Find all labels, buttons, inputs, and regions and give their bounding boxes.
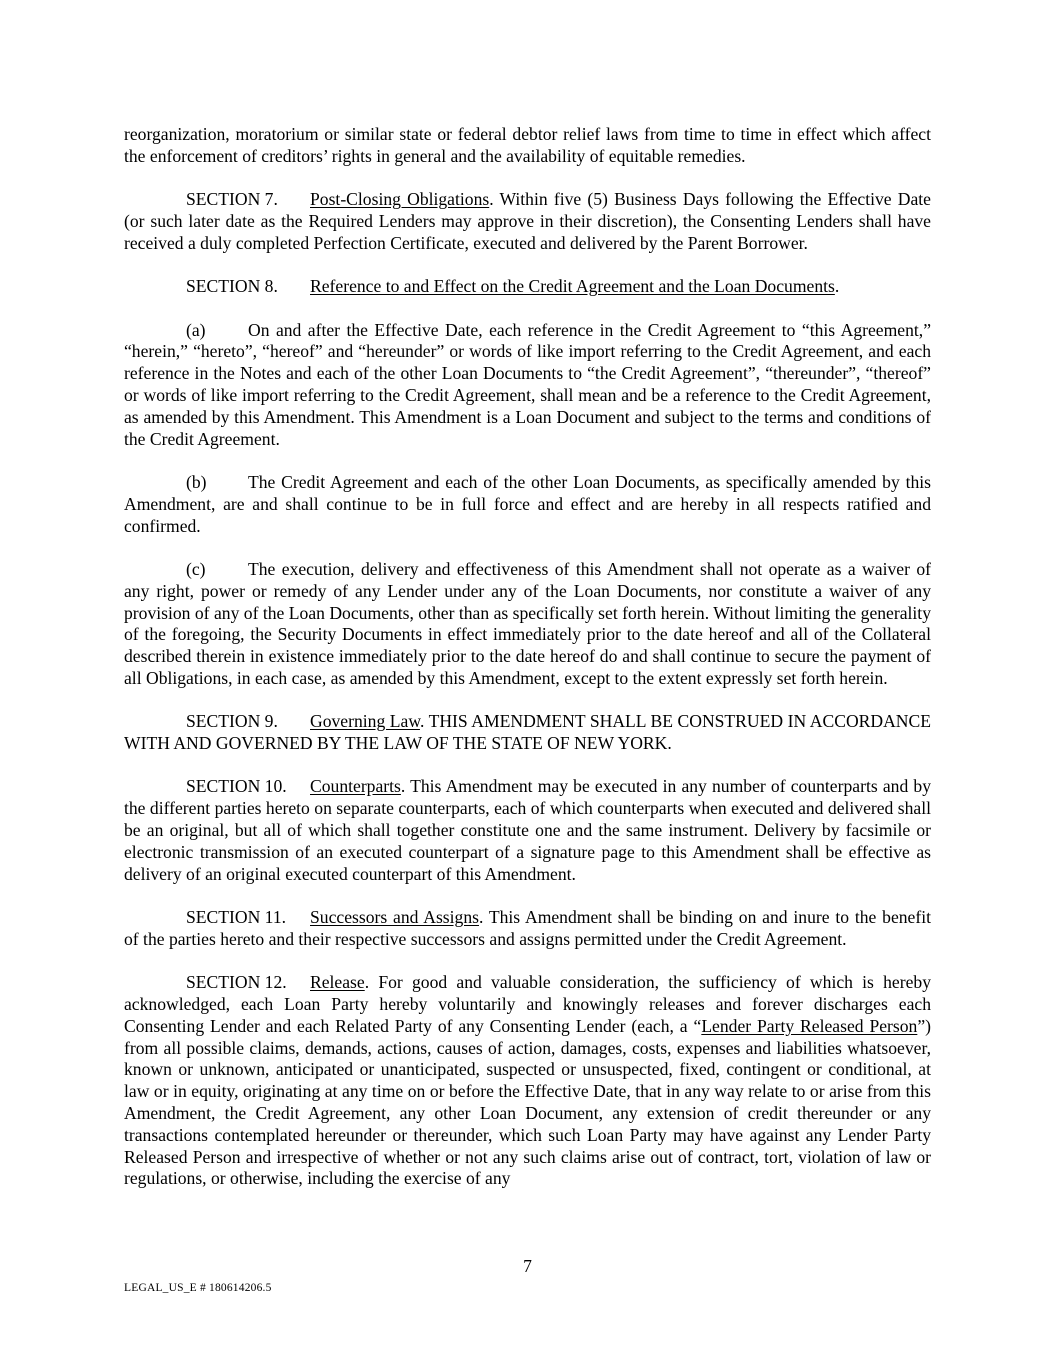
section-9 [124, 711, 931, 755]
section-8-c [124, 559, 931, 690]
section-12 [124, 972, 931, 1190]
section-8-b [124, 472, 931, 537]
section-body: . This Amendment shall be binding on and inure to the benefit of the parties hereto and their respective successors and assigns permitted under the Credit Agreement. [124, 907, 931, 949]
section-body: . [834, 276, 840, 297]
section-title: Post-Closing Obligations [310, 189, 490, 210]
section-number: SECTION 10. [186, 776, 287, 797]
section-body-continued: ”) from all possible claims, demands, actions, causes of action, damages, costs, expenses and liabilities whatsoever, known or unknown, anticipated or unanticipated, suspected or unsuspected, fixed, contingent or conditional, at law or in equity, originating at any time on or before the Effective Date, that in any way relate to or arise from this Amendment, the Credit Agreement, any other Loan Document, any extension of credit thereunder or any transactions contemplated hereunder or thereunder, which such Loan Party may have against any Lender Party Released Person and irrespective of whether or not any such claims arise out of contract, tort, violation of law or regulations, or otherwise, including the exercise of any [124, 1015, 932, 1189]
document-id: LEGAL_US_E # 180614206.5 [124, 1282, 272, 1294]
section-body: . THIS AMENDMENT SHALL BE CONSTRUED IN ACCORDANCE WITH AND GOVERNED BY THE LAW OF THE STATE OF NEW YORK. [124, 711, 931, 754]
section-body: . This Amendment may be executed in any number of counterparts and by the different parties hereto on separate counterparts, each of which counterparts when executed and delivered shall be an original, but all of which shall together constitute one and the same instrument. Delivery by facsimile or electronic transmission of an executed counterpart of a signature page to this Amendment shall be effective as delivery of an original executed counterpart of this Amendment. [124, 776, 931, 884]
subsection-number: (a) [186, 319, 206, 340]
subsection-body: The execution, delivery and effectiveness of this Amendment shall not operate as a waiver of any right, power or remedy of any Lender under any of the Loan Documents, nor constitute a waiver of any provision of any of the Loan Documents, other than as specifically set forth herein. Without limiting the generality of the foregoing, the Security Documents in effect immediately prior to the date hereof and all of the Collateral described therein in existence immediately prior to the date hereof do and shall continue to secure the payment of all Obligations, in each case, as amended by this Amendment, except to the extent expressly set forth herein. [124, 558, 931, 688]
section-number: SECTION 12. [186, 972, 287, 993]
section-7 [124, 189, 931, 254]
section-10 [124, 776, 931, 885]
page-number: 7 [523, 1256, 532, 1276]
section-number: SECTION 11. [186, 907, 287, 928]
section-title: Reference to and Effect on the Credit Agreement and the Loan Documents [310, 276, 835, 297]
document-body [124, 124, 931, 1212]
subsection-body: The Credit Agreement and each of the other Loan Documents, as specifically amended by this Amendment, are and shall continue to be in full force and effect and are hereby in all respects ratified and confirmed. [124, 471, 931, 536]
section-number: SECTION 7. [186, 189, 278, 210]
subsection-number: (b) [186, 471, 207, 492]
section-title: Release [310, 972, 365, 993]
section-8-a [124, 320, 931, 451]
section-8 [124, 276, 931, 298]
paragraph-continuation [124, 124, 931, 168]
defined-term: Lender Party Released Person [701, 1015, 918, 1036]
section-title: Counterparts [310, 776, 401, 797]
section-11 [124, 907, 931, 951]
section-title: Successors and Assigns [310, 907, 479, 928]
subsection-number: (c) [186, 558, 206, 579]
section-title: Governing Law [310, 711, 420, 732]
section-number: SECTION 9. [186, 711, 278, 732]
section-body: . Within five (5) Business Days following the Effective Date (or such later date as the Required Lenders may approve in their discretion), the Consenting Lenders shall have received a duly completed Perfection Certificate, executed and delivered by the Parent Borrower. [124, 189, 931, 253]
subsection-body: On and after the Effective Date, each reference in the Credit Agreement to “this Agreement,” “herein,” “hereto”, “hereof” and “hereunder” or words of like import referring to the Credit Agreement, and each reference in the Notes and each of the other Loan Documents to “the Credit Agreement”, “thereunder”, “thereof” or words of like import referring to the Credit Agreement, shall mean and be a reference to the Credit Agreement, as amended by this Amendment. This Amendment is a Loan Document and subject to the terms and conditions of the Credit Agreement. [124, 319, 931, 449]
paragraph-text: reorganization, moratorium or similar state or federal debtor relief laws from time to time in effect which affect the enforcement of creditors’ rights in general and the availability of equitable remedies. [124, 124, 931, 166]
section-body: . For good and valuable consideration, the sufficiency of which is hereby acknowledged, each Loan Party hereby voluntarily and knowingly releases and forever discharges each Consenting Lender and each Related Party of any Consenting Lender (each, a “ [124, 972, 931, 1036]
section-number: SECTION 8. [186, 276, 278, 297]
